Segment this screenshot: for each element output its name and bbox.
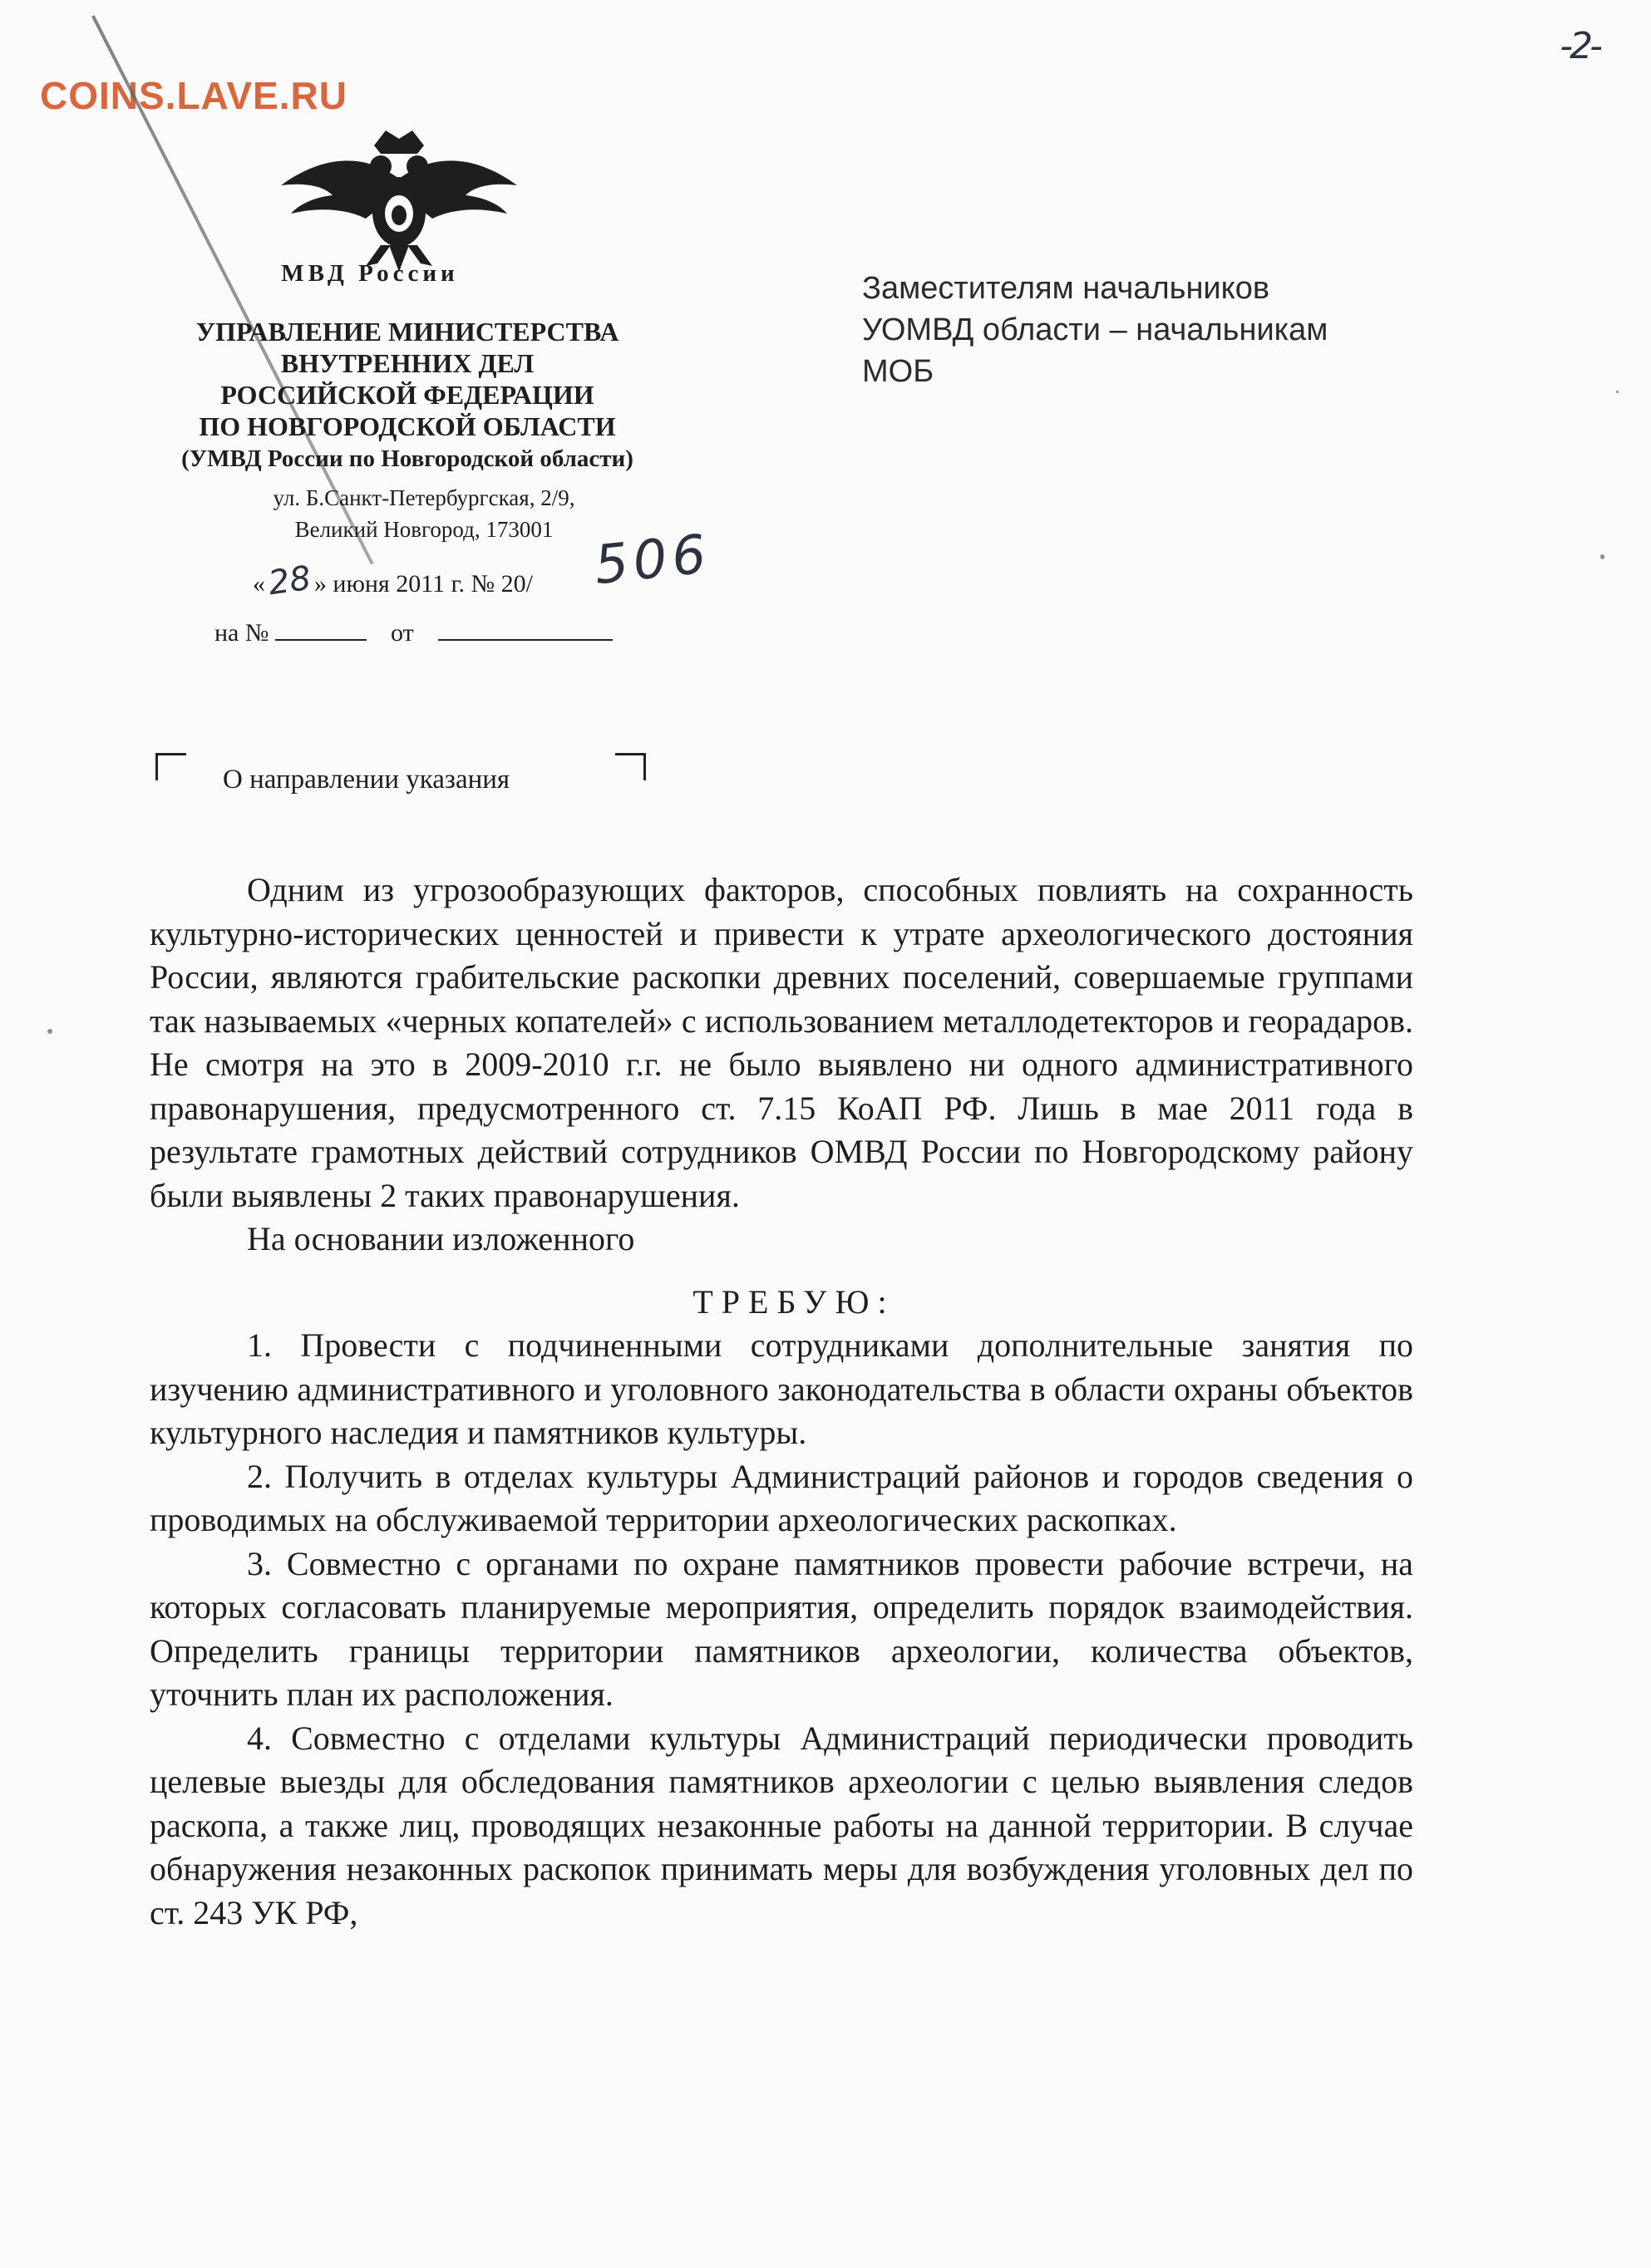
document-date-line	[253, 558, 533, 603]
reference-date-blank	[438, 621, 613, 641]
org-line-3: РОССИЙСКОЙ ФЕДЕРАЦИИ	[220, 380, 594, 410]
recipient-block	[862, 268, 1477, 392]
registration-number-handwritten: 506	[591, 523, 714, 598]
date-day-handwritten: 28	[266, 558, 313, 603]
scan-speck	[1600, 554, 1604, 559]
demand-item-1: 1. Провести с подчиненными сотрудниками дополнительные занятия по изучению административного и уголовного законодательства в области охраны объектов культурного наследия и памятников культуры.	[150, 1326, 1413, 1451]
address-street: ул. Б.Санкт-Петербургская, 2/9,	[273, 485, 575, 510]
org-line-4: ПО НОВГОРОДСКОЙ ОБЛАСТИ	[199, 411, 616, 441]
subject-bracket-left	[155, 753, 186, 780]
letterhead-address	[224, 482, 623, 545]
document-body	[150, 868, 1413, 1935]
recipient-line-3: МОБ	[862, 354, 934, 389]
date-open-quote: «	[253, 570, 265, 598]
org-line-2: ВНУТРЕННИХ ДЕЛ	[280, 348, 535, 378]
address-city: Великий Новгород, 173001	[294, 517, 554, 542]
scan-speck	[1616, 391, 1619, 393]
agency-name: МВД России	[281, 260, 459, 287]
reference-number-label: на №	[214, 619, 269, 647]
subject-bracket-right	[615, 753, 646, 780]
reference-date-label: от	[391, 619, 414, 647]
double-headed-eagle-emblem	[274, 121, 524, 274]
body-paragraph-1: Одним из угрозообразующих факторов, способных повлиять на сохранность культурно-исторических ценностей и привести к утрате археологического достояния России, являются грабительские раскопки древних поселений, совершаемые группами так называемых «черных копателей» с использованием металлодетекторов и георадаров. Не смотря на это в 2009-2010 г.г. не было выявлено ни одного административного правонарушения, предусмотренного ст. 7.15 КоАП РФ. Лишь в мае 2011 года в результате грамотных действий сотрудников ОМВД России по Новгородскому району были выявлены 2 таких правонарушения.	[150, 871, 1413, 1214]
reference-number-blank	[275, 621, 367, 641]
page-number-mark: -2-	[1560, 25, 1599, 67]
demand-heading: ТРЕБУЮ:	[692, 1282, 895, 1321]
demand-item-4: 4. Совместно с отделами культуры Администраций периодически проводить целевые выезды для обследования памятников археологии с целью выявления следов раскопа, а также лиц, проводящих незаконные работы на данной территории. В случае обнаружения незаконных раскопок принимать меры для возбуждения уголовных дел по ст. 243 УК РФ,	[150, 1719, 1413, 1931]
body-paragraph-2: На основании изложенного	[247, 1220, 635, 1257]
org-short-name: (УМВД России по Новгородской области)	[181, 445, 633, 472]
demand-item-2: 2. Получить в отделах культуры Администраций районов и городов сведения о проводимых на обслуживаемой территории археологических раскопках.	[150, 1457, 1413, 1538]
recipient-line-2: УОМВД области – начальникам	[862, 312, 1328, 347]
letterhead-organization	[116, 260, 698, 475]
reference-line	[214, 619, 613, 647]
watermark-text: COINS.LAVE.RU	[40, 74, 347, 117]
org-line-1: УПРАВЛЕНИЕ МИНИСТЕРСТВА	[195, 317, 619, 347]
scan-speck	[47, 1029, 52, 1034]
document-subject: О направлении указания	[223, 765, 510, 795]
recipient-line-1: Заместителям начальников	[862, 271, 1270, 306]
date-month-year-number: » июня 2011 г. № 20/	[313, 570, 533, 598]
demand-item-3: 3. Совместно с органами по охране памятников провести рабочие встречи, на которых согласовать планируемые мероприятия, определить порядок взаимодействия. Определить границы территории памятников археологии, количества объектов, уточнить план их расположения.	[150, 1544, 1413, 1713]
